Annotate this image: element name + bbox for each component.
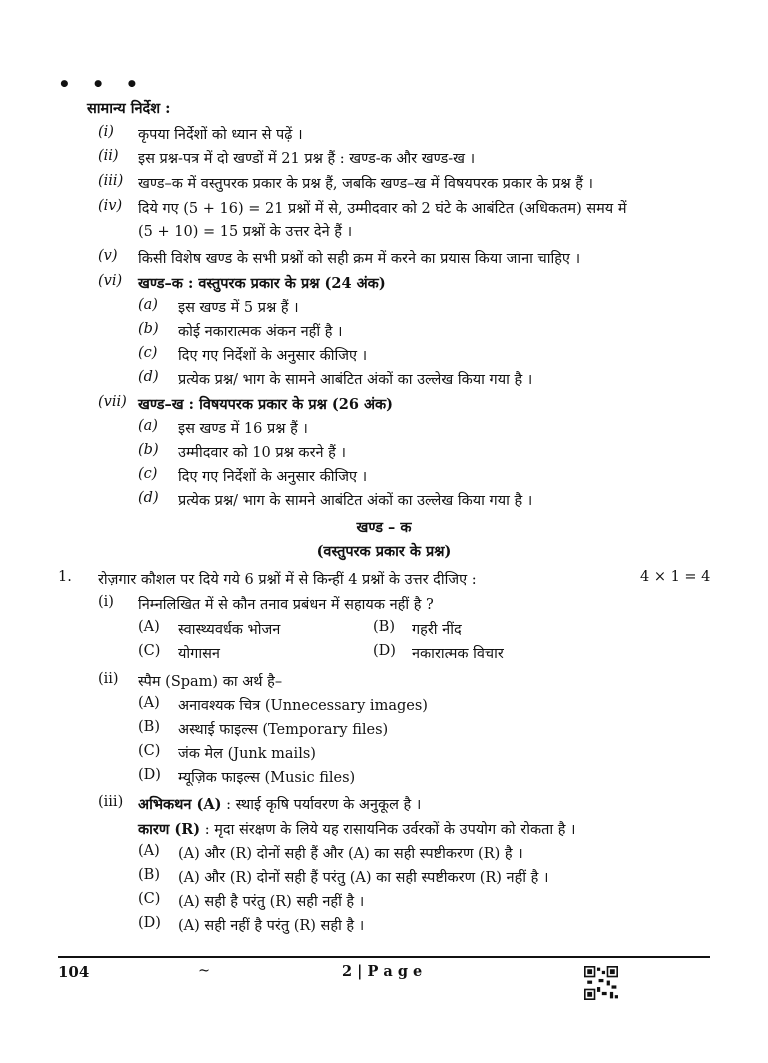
reason-row (138, 819, 576, 839)
instruction-num: (i) (98, 124, 114, 140)
option-label: (A) (138, 619, 160, 635)
general-instructions-heading: सामान्य निर्देश : (87, 100, 171, 117)
option-label: (D) (138, 767, 161, 783)
reason-text: : मृदा संरक्षण के लिये यह रासायनिक उर्वरकों के उपयोग को रोकता है । (204, 822, 576, 838)
instruction-text: कृपया निर्देशों को ध्यान से पढ़ें । (138, 127, 303, 143)
instruction-num: (v) (98, 248, 118, 264)
sub-num: (c) (138, 466, 158, 482)
section-b-instruction: खण्ड–ख : विषयपरक प्रकार के प्रश्न (26 अंक) (138, 396, 394, 413)
option-text: जंक मेल (Junk mails) (178, 746, 316, 762)
question-marks: 4 × 1 = 4 (640, 569, 711, 585)
instruction-text: दिये गए (5 + 16) = 21 प्रश्नों में से, उम्मीदवार को 2 घंटे के आबंटित (अधिकतम) समय में (138, 201, 627, 217)
instruction-num: (vii) (98, 394, 127, 410)
sub-text: इस खण्ड में 16 प्रश्न हैं । (178, 421, 308, 437)
sub-text: दिए गए निर्देशों के अनुसार कीजिए । (178, 469, 368, 485)
option-label: (C) (138, 891, 161, 907)
sub-num: (a) (138, 297, 158, 313)
option-text: अस्थाई फाइल्स (Temporary files) (178, 722, 389, 738)
section-title: खण्ड – क (356, 519, 412, 536)
footer-tilde: ~ (198, 963, 211, 979)
question-text: रोज़गार कौशल पर दिये गये 6 प्रश्नों में से किन्हीं 4 प्रश्नों के उत्तर दीजिए : (98, 572, 477, 588)
option-label: (B) (138, 867, 160, 883)
subquestion-text: स्पैम (Spam) का अर्थ है– (138, 674, 283, 690)
option-text: (A) और (R) दोनों सही हैं और (A) का सही स्पष्टीकरण (R) है । (178, 846, 523, 862)
option-label: (C) (138, 643, 161, 659)
sub-num: (b) (138, 442, 159, 458)
sub-text: उम्मीदवार को 10 प्रश्न करने हैं । (178, 445, 346, 461)
instruction-num: (iii) (98, 173, 124, 189)
instruction-num: (iv) (98, 198, 123, 214)
sub-num: (d) (138, 490, 159, 506)
option-text: नकारात्मक विचार (412, 646, 504, 662)
assertion-text: : स्थाई कृषि पर्यावरण के अनुकूल है । (226, 797, 422, 813)
paper-code: 104 (58, 963, 90, 981)
option-label: (A) (138, 695, 160, 711)
reason-label: कारण (R) (138, 821, 201, 838)
instruction-num: (vi) (98, 273, 123, 289)
sub-text: कोई नकारात्मक अंकन नहीं है । (178, 324, 343, 340)
sub-num: (a) (138, 418, 158, 434)
option-text: (A) सही नहीं है परंतु (R) सही है । (178, 918, 365, 934)
option-text: योगासन (178, 646, 220, 662)
sub-text: प्रत्येक प्रश्न/ भाग के सामने आबंटित अंकों का उल्लेख किया गया है । (178, 493, 533, 509)
option-text: (A) और (R) दोनों सही हैं परंतु (A) का सही स्पष्टीकरण (R) नहीं है । (178, 870, 549, 886)
option-text: अनावश्यक चित्र (Unnecessary images) (178, 698, 428, 714)
sub-text: प्रत्येक प्रश्न/ भाग के सामने आबंटित अंकों का उल्लेख किया गया है । (178, 372, 533, 388)
option-label: (D) (138, 915, 161, 931)
instruction-text: किसी विशेष खण्ड के सभी प्रश्नों को सही क्रम में करने का प्रयास किया जाना चाहिए । (138, 251, 581, 267)
sub-num: (c) (138, 345, 158, 361)
option-label: (B) (373, 619, 395, 635)
sub-num: (b) (138, 321, 159, 337)
subquestion-num: (iii) (98, 794, 124, 810)
option-label: (C) (138, 743, 161, 759)
section-a-instruction: खण्ड–क : वस्तुपरक प्रकार के प्रश्न (24 अंक) (138, 275, 386, 292)
option-text: म्यूज़िक फाइल्स (Music files) (178, 770, 356, 786)
sub-text: दिए गए निर्देशों के अनुसार कीजिए । (178, 348, 368, 364)
question-number: 1. (58, 569, 72, 585)
assertion-label: अभिकथन (A) (138, 796, 222, 813)
bullet-dots: • • • (58, 72, 146, 96)
option-label: (B) (138, 719, 160, 735)
footer-divider (58, 956, 710, 958)
instruction-text: इस प्रश्न-पत्र में दो खण्डों में 21 प्रश्न हैं : खण्ड-क और खण्ड-ख । (138, 151, 476, 167)
option-text: स्वास्थ्यवर्धक भोजन (178, 622, 281, 638)
qr-code-icon (584, 966, 618, 1000)
page-number: 2 | P a g e (342, 963, 423, 980)
sub-text: इस खण्ड में 5 प्रश्न हैं । (178, 300, 299, 316)
sub-num: (d) (138, 369, 159, 385)
subquestion-num: (ii) (98, 671, 119, 687)
subquestion-text: निम्नलिखित में से कौन तनाव प्रबंधन में सहायक नहीं है ? (138, 597, 434, 613)
option-label: (D) (373, 643, 396, 659)
option-text: गहरी नींद (412, 622, 462, 638)
option-label: (A) (138, 843, 160, 859)
assertion-row (138, 794, 421, 814)
option-text: (A) सही है परंतु (R) सही नहीं है । (178, 894, 365, 910)
instruction-text-cont: (5 + 10) = 15 प्रश्नों के उत्तर देने हैं । (138, 224, 353, 240)
subquestion-num: (i) (98, 594, 114, 610)
instruction-text: खण्ड–क में वस्तुपरक प्रकार के प्रश्न हैं, जबकि खण्ड–ख में विषयपरक प्रकार के प्रश्न हैं । (138, 176, 594, 192)
section-subtitle: (वस्तुपरक प्रकार के प्रश्न) (316, 543, 452, 560)
instruction-num: (ii) (98, 148, 119, 164)
